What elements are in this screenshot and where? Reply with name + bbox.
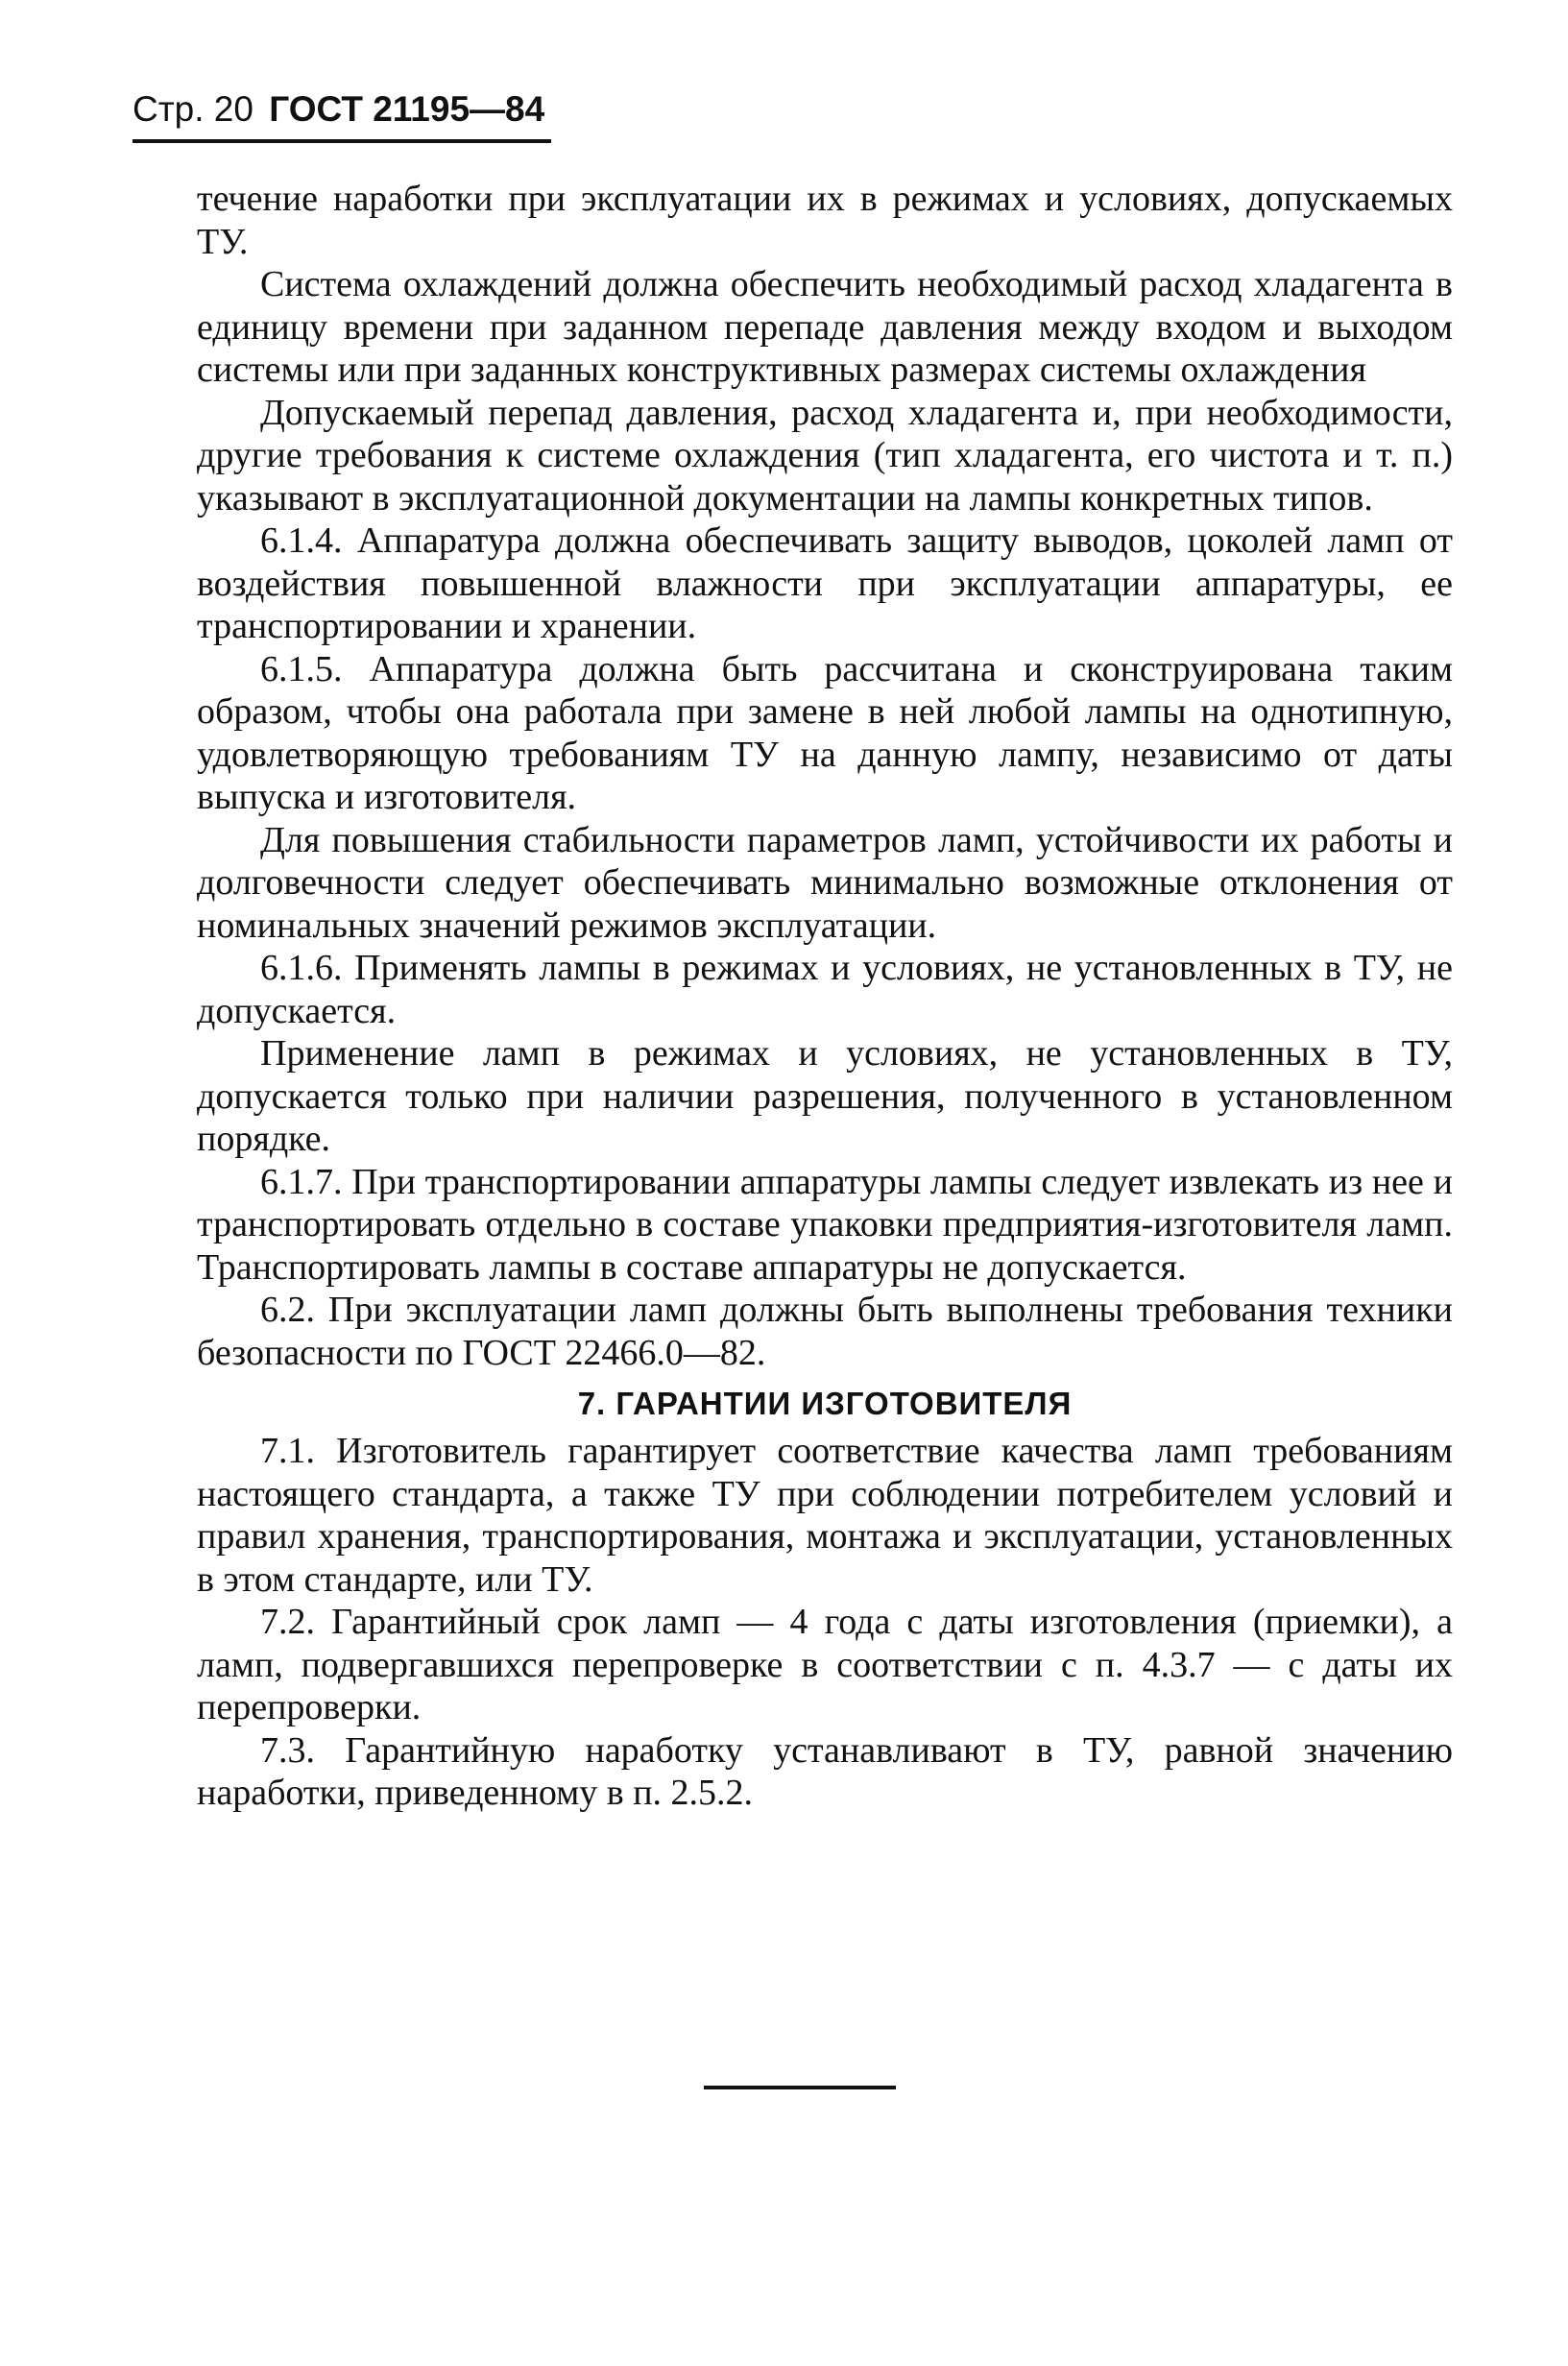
section-title: 7. ГАРАНТИИ ИЗГОТОВИТЕЛЯ: [577, 1386, 1073, 1421]
paragraph-stability: Для повышения стабильности параметров ламп, устойчивости их работы и долговечности следует обеспечивать минимально возможные отклонения от номинальных значений режимов эксплуатации.: [197, 819, 1453, 946]
page-number: Стр. 20: [133, 89, 253, 129]
end-rule: [704, 2086, 896, 2089]
paragraph-cooling-system: Система охлаждений должна обеспечить необходимый расход хладагента в единицу времени при заданном перепаде давления между входом и выходом системы или при заданных конструктивных размерах системы охлаждения: [197, 264, 1453, 390]
header-rule: [133, 139, 551, 143]
clause-7-1: 7.1. Изготовитель гарантирует соответствие качества ламп требованиям настоящего стандарта, а также ТУ при соблюдении потребителем условий и правил хранения, транспортирования, монтажа и эксплуатации, установленных в этом стандарте, или ТУ.: [197, 1431, 1453, 1600]
clause-6-1-6: 6.1.6. Применять лампы в режимах и условиях, не установленных в ТУ, не допускается.: [197, 948, 1453, 1031]
clause-6-1-4: 6.1.4. Аппаратура должна обеспечивать защиту выводов, цоколей ламп от воздействия повышенной влажности при эксплуатации аппаратуры, ее транспортировании и хранении.: [197, 520, 1453, 646]
page-header: [133, 88, 555, 131]
paragraph-continuation: течение наработки при эксплуатации их в режимах и условиях, допускаемых ТУ.: [197, 179, 1453, 262]
clause-7-2: 7.2. Гарантийный срок ламп — 4 года с даты изготовления (приемки), а ламп, подвергавшихся перепроверке в соответствии с п. 4.3.7 — с даты их перепроверки.: [197, 1602, 1453, 1727]
standard-designation: ГОСТ 21195—84: [269, 89, 545, 129]
paragraph-pressure-drop: Допускаемый перепад давления, расход хладагента и, при необходимости, другие требования к системе охлаждения (тип хладагента, его чистота и т. п.) указывают в эксплуатационной документации на лампы конкретных типов.: [197, 392, 1453, 519]
clause-6-1-7: 6.1.7. При транспортировании аппаратуры лампы следует извлекать из нее и транспортировать отдельно в составе упаковки предприятия-изготовителя ламп. Транспортировать лампы в составе аппаратуры не допускается.: [197, 1161, 1453, 1288]
document-body: [197, 178, 1453, 1815]
clause-7-3: 7.3. Гарантийную наработку устанавливают в ТУ, равной значению наработки, приведенному в п. 2.5.2.: [197, 1729, 1453, 1813]
paragraph-permission: Применение ламп в режимах и условиях, не установленных в ТУ, допускается только при наличии разрешения, полученного в установленном порядке.: [197, 1033, 1453, 1159]
clause-6-2: 6.2. При эксплуатации ламп должны быть выполнены требования техники безопасности по ГОСТ 22466.0—82.: [197, 1290, 1453, 1373]
clause-6-1-5: 6.1.5. Аппаратура должна быть рассчитана и сконструирована таким образом, чтобы она работала при замене в ней любой лампы на однотипную, удовлетворяющую требованиям ТУ на данную лампу, независимо от даты выпуска и изготовителя.: [197, 648, 1453, 817]
